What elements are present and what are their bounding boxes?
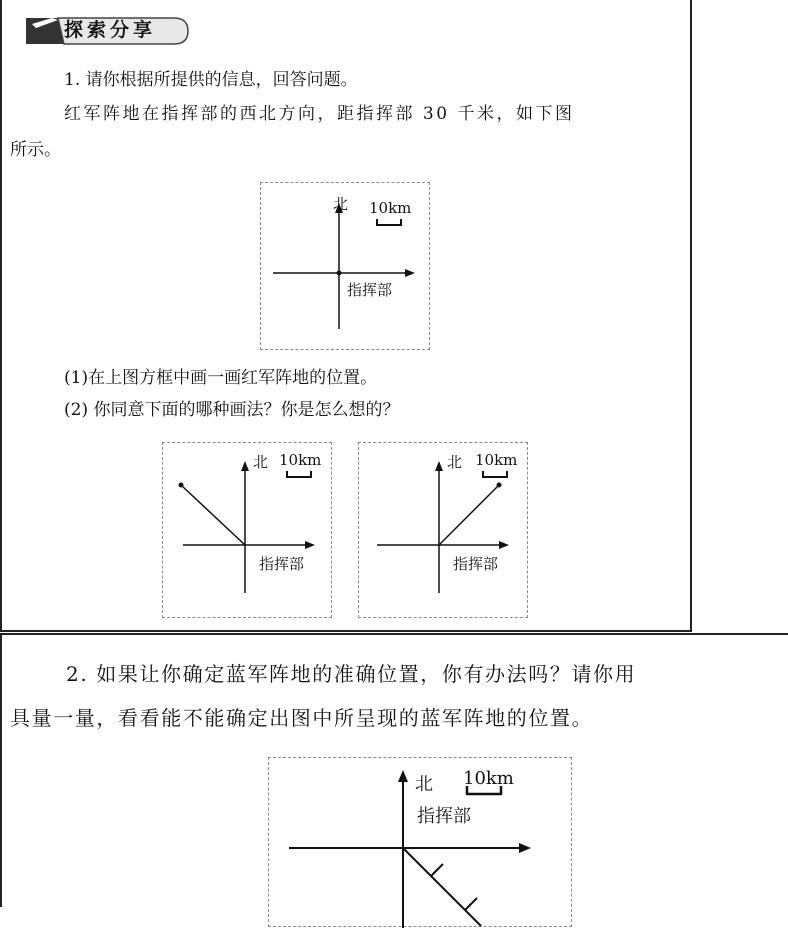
diagram-option-a-axes bbox=[163, 443, 333, 619]
diagram-blue-army-frame bbox=[268, 757, 572, 927]
scale-label: 10km bbox=[369, 199, 412, 217]
diagram-blank-frame bbox=[260, 182, 430, 350]
north-label: 北 bbox=[447, 453, 463, 471]
hq-label: 指挥部 bbox=[347, 281, 393, 299]
scale-label: 10km bbox=[279, 451, 322, 469]
diagram-option-b-frame bbox=[358, 442, 528, 618]
question-2-line-2: 具量一量，看看能不能确定出图中所呈现的蓝军阵地的位置。 bbox=[10, 706, 594, 730]
section-header bbox=[24, 14, 190, 46]
north-label: 北 bbox=[415, 774, 433, 795]
hq-label: 指挥部 bbox=[259, 555, 305, 573]
hq-label: 指挥部 bbox=[453, 555, 499, 573]
sub-question-1: (1)在上图方框中画一画红军阵地的位置。 bbox=[64, 368, 378, 388]
exercise-panel-2 bbox=[0, 633, 788, 907]
north-label: 北 bbox=[333, 195, 349, 213]
scale-label: 10km bbox=[463, 768, 514, 789]
question-1-intro: 1. 请你根据所提供的信息，回答问题。 bbox=[64, 70, 358, 90]
scale-label: 10km bbox=[475, 451, 518, 469]
question-1-line-1: 红军阵地在指挥部的西北方向，距指挥部 30 千米，如下图 bbox=[64, 104, 575, 124]
diagram-option-a-frame bbox=[162, 442, 332, 618]
sub-question-2: (2) 你同意下面的哪种画法？你是怎么想的？ bbox=[64, 400, 400, 420]
hq-label: 指挥部 bbox=[417, 806, 471, 827]
north-label: 北 bbox=[253, 453, 269, 471]
question-2-line-1: 2. 如果让你确定蓝军阵地的准确位置，你有办法吗？请你用 bbox=[66, 662, 637, 686]
diagram-option-b-axes bbox=[359, 443, 529, 619]
question-1-line-2: 所示。 bbox=[10, 140, 61, 160]
section-title: 探索分享 bbox=[64, 19, 157, 41]
